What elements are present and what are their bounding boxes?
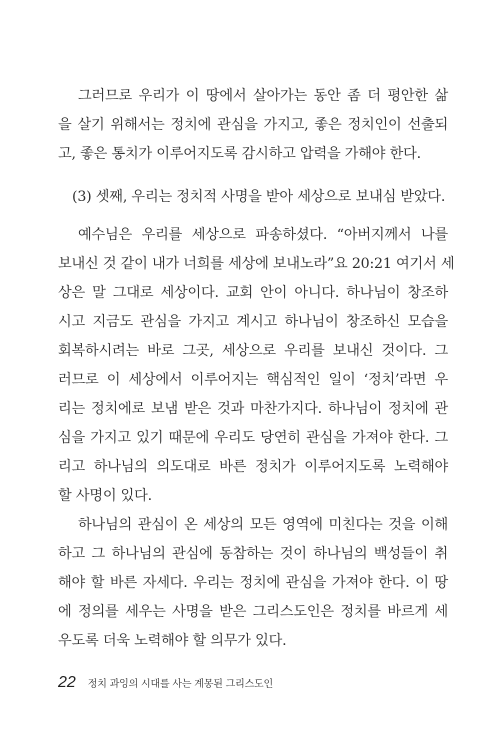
- running-title: 정치 과잉의 시대를 사는 계몽된 그리스도인: [87, 679, 273, 690]
- paragraph-2-line: 회복하시려는 바로 그곳, 세상으로 우리를 보내신 것이다. 그: [58, 343, 448, 359]
- paragraph-2-line: 러므로 이 세상에서 이루어지는 핵심적인 일이 ‘정치’라면 우: [58, 372, 448, 388]
- paragraph-2-line: 리고 하나님의 의도대로 바른 정치가 이루어지도록 노력해야: [58, 459, 448, 475]
- paragraph-2-line: 보내신 것 같이 내가 너희를 세상에 보내노라”요 20:21 여기서 세: [58, 256, 455, 272]
- paragraph-3-line: 우도록 더욱 노력해야 할 의무가 있다.: [58, 633, 287, 649]
- paragraph-2-line: 상은 말 그대로 세상이다. 교회 안이 아니다. 하나님이 창조하: [58, 285, 448, 301]
- paragraph-3-line: 하나님의 관심이 온 세상의 모든 영역에 미친다는 것을 이해: [78, 517, 448, 533]
- section-heading: (3) 셋째, 우리는 정치적 사명을 받아 세상으로 보내심 받았다.: [72, 189, 446, 205]
- paragraph-1-line: 을 살기 위해서는 정치에 관심을 가지고, 좋은 정치인이 선출되: [58, 117, 448, 133]
- paragraph-1-line: 고, 좋은 통치가 이루어지도록 감시하고 압력을 가해야 한다.: [58, 146, 421, 162]
- paragraph-2-line: 리는 정치에로 보냄 받은 것과 마찬가지다. 하나님이 정치에 관: [58, 401, 448, 417]
- paragraph-2-line: 예수님은 우리를 세상으로 파송하셨다. “아버지께서 나를: [78, 227, 448, 243]
- paragraph-3-line: 에 정의를 세우는 사명을 받은 그리스도인은 정치를 바르게 세: [58, 604, 448, 620]
- page-number: 22: [58, 674, 76, 691]
- paragraph-2-line: 할 사명이 있다.: [58, 488, 152, 504]
- paragraph-1-line: 그러므로 우리가 이 땅에서 살아가는 동안 좀 더 평안한 삶: [78, 88, 448, 104]
- paragraph-2-line: 시고 지금도 관심을 가지고 계시고 하나님이 창조하신 모습을: [58, 314, 448, 330]
- paragraph-3-line: 하고 그 하나님의 관심에 동참하는 것이 하나님의 백성들이 취: [58, 546, 448, 562]
- paragraph-3-line: 해야 할 바른 자세다. 우리는 정치에 관심을 가져야 한다. 이 땅: [58, 575, 448, 591]
- paragraph-2-line: 심을 가지고 있기 때문에 우리도 당연히 관심을 가져야 한다. 그: [58, 430, 448, 446]
- page-footer: [58, 674, 273, 694]
